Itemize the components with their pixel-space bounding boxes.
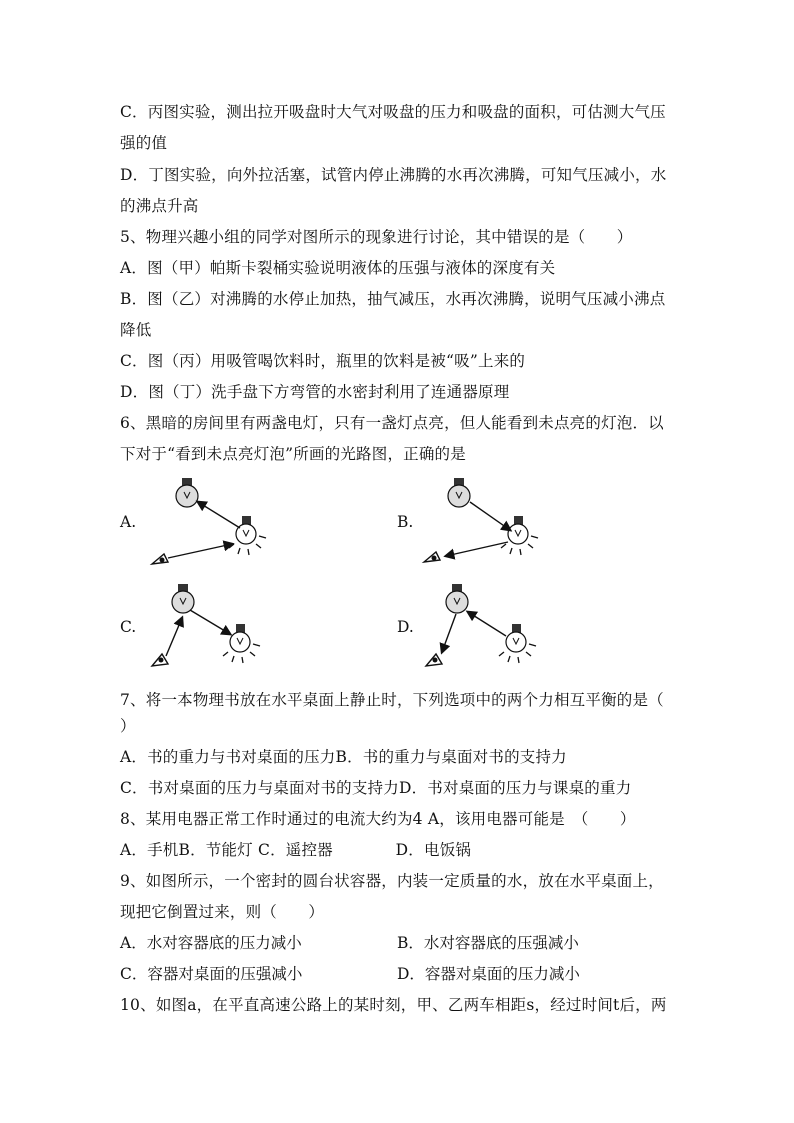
question-5-stem: 5、物理兴趣小组的同学对图所示的现象进行讨论，其中错误的是（ ） [120,228,633,246]
question-10-stem: 10、如图a，在平直高速公路上的某时刻，甲、乙两车相距s，经过时间t后，两 [120,996,667,1014]
unlit-bulb-icon [172,584,194,613]
eye-icon [426,654,442,666]
q4-option-c-line2: 强的值 [120,134,168,152]
unlit-bulb-icon [448,478,470,507]
lit-bulb-icon [229,516,266,555]
question-8-stem: 8、某用电器正常工作时通过的电流大约为4 A，该用电器可能是 （ ） [120,810,636,828]
light-path-figure-a [140,472,280,572]
question-7-stem-line1: 7、将一本物理书放在水平桌面上静止时，下列选项中的两个力相互平衡的是（ [120,691,664,709]
question-7-stem-line2: ） [120,717,136,735]
figure-label-d: D. [397,618,414,636]
eye-icon [424,552,440,562]
q5-option-b-line2: 降低 [120,321,152,339]
unlit-bulb-icon [176,478,198,507]
eye-icon [152,554,168,564]
figure-label-b: B. [397,513,414,531]
lit-bulb-icon [501,516,538,555]
light-path-figure-d [418,580,558,675]
unlit-bulb-icon [446,584,468,613]
question-6-stem-line2: 下对于“看到未点亮灯泡”所画的光路图，正确的是 [120,445,466,463]
q9-option-c: C．容器对桌面的压强减小 [120,965,303,983]
lit-bulb-icon [499,624,536,663]
light-path-figure-c [140,580,280,675]
lit-bulb-icon [223,624,260,663]
q9-option-d: D．容器对桌面的压力减小 [397,965,580,983]
q5-option-c: C．图（丙）用吸管喝饮料时，瓶里的饮料是被“吸”上来的 [120,352,526,370]
question-9-stem-line1: 9、如图所示，一个密封的圆台状容器，内装一定质量的水，放在水平桌面上， [120,872,664,890]
figure-label-c: C. [120,618,137,636]
q4-option-d-line1: D．丁图实验，向外拉活塞，试管内停止沸腾的水再次沸腾，可知气压减小，水 [120,166,667,184]
q4-option-c-line1: C．丙图实验，测出拉开吸盘时大气对吸盘的压力和吸盘的面积，可估测大气压 [120,103,666,121]
q7-options-cd: C．书对桌面的压力与桌面对书的支持力D．书对桌面的压力与课桌的重力 [120,779,632,797]
q5-option-d: D．图（丁）洗手盘下方弯管的水密封利用了连通器原理 [120,383,510,401]
q4-option-d-line2: 的沸点升高 [120,197,199,215]
light-path-figure-b [418,472,558,572]
q8-options: A．手机B．节能灯 C．遥控器 D．电饭锅 [120,841,472,859]
q5-option-b-line1: B．图（乙）对沸腾的水停止加热，抽气减压，水再次沸腾，说明气压减小沸点 [120,290,666,308]
figure-label-a: A. [120,513,137,531]
q9-option-a: A．水对容器底的压力减小 [120,934,302,952]
q7-options-ab: A．书的重力与书对桌面的压力B．书的重力与桌面对书的支持力 [120,748,567,766]
q9-option-b: B．水对容器底的压强减小 [397,934,579,952]
question-9-stem-line2: 现把它倒置过来，则（ ） [120,903,325,921]
q5-option-a: A．图（甲）帕斯卡裂桶实验说明液体的压强与液体的深度有关 [120,259,556,277]
question-6-stem-line1: 6、黑暗的房间里有两盏电灯，只有一盏灯点亮，但人能看到未点亮的灯泡．以 [120,414,664,432]
